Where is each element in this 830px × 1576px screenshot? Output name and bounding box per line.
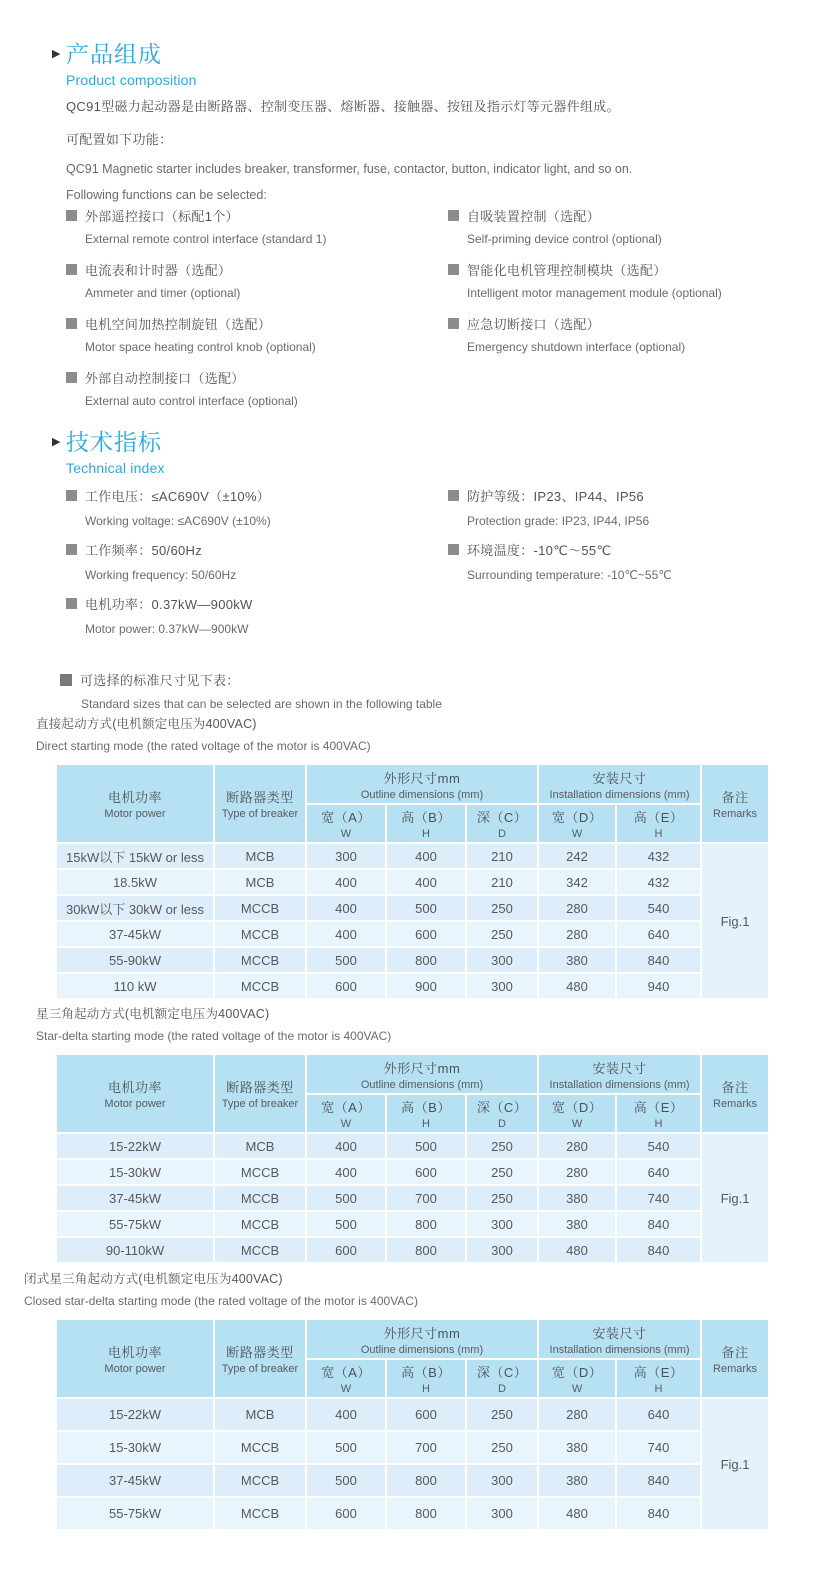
feature-en: Emergency shutdown interface (optional) [467, 340, 686, 354]
cell: 37-45kW [57, 1186, 213, 1210]
cell: MCCB [215, 1212, 305, 1236]
col-header-breaker-type: 断路器类型 Type of breaker [215, 765, 305, 842]
cell: 500 [387, 1134, 465, 1158]
cell: MCB [215, 870, 305, 894]
col-header-height-e: 高（E） H [617, 1095, 700, 1132]
cell: MCCB [215, 1498, 305, 1529]
cell: 480 [539, 1498, 615, 1529]
col-header-width-d: 宽（D） W [539, 805, 615, 842]
cell: 500 [307, 1212, 385, 1236]
square-bullet-icon [448, 318, 459, 329]
section-title-zh: 产品组成 [66, 41, 162, 67]
col-header-width-d: 宽（D） W [539, 1360, 615, 1397]
table-row [57, 922, 768, 946]
spec-zh: 环境温度：-10℃～55℃ [467, 543, 612, 558]
square-bullet-icon [66, 372, 77, 383]
cell: 900 [387, 974, 465, 998]
cell: 250 [467, 1160, 537, 1184]
square-bullet-icon [448, 264, 459, 275]
cell: MCB [215, 844, 305, 868]
cell: 840 [617, 948, 700, 972]
dimension-table [55, 1053, 770, 1264]
cell: 18.5kW [57, 870, 213, 894]
cell: 740 [617, 1186, 700, 1210]
table-body [57, 1134, 768, 1262]
table-title-en: Direct starting mode (the rated voltage of the motor is 400VAC) [36, 739, 371, 753]
table-row [57, 844, 768, 868]
spec-item [66, 594, 448, 636]
feature-zh: 外部自动控制接口（选配） [85, 371, 245, 386]
feature-column-left [66, 206, 448, 422]
cell: 840 [617, 1238, 700, 1262]
table-row [57, 1238, 768, 1262]
intro-paragraph-en: QC91 Magnetic starter includes breaker, transformer, fuse, contactor, button, indicator light, and so on. [66, 162, 633, 176]
table-row [57, 1212, 768, 1236]
spec-zh: 工作电压：≤AC690V（±10%） [85, 489, 271, 504]
cell: 640 [617, 922, 700, 946]
spec-en: Protection grade: IP23, IP44, IP56 [467, 514, 650, 528]
spec-en: Motor power: 0.37kW—900kW [85, 622, 249, 636]
cell: 15-30kW [57, 1432, 213, 1463]
spec-en: Surrounding temperature: -10℃~55℃ [467, 568, 672, 582]
feature-item [66, 260, 448, 300]
cell: 480 [539, 1238, 615, 1262]
spec-zh: 工作频率：50/60Hz [85, 543, 203, 558]
col-header-width-d: 宽（D） W [539, 1095, 615, 1132]
feature-item [66, 368, 448, 408]
cell: 250 [467, 896, 537, 920]
cell: MCB [215, 1399, 305, 1430]
square-bullet-icon [448, 490, 459, 501]
technical-index-header [52, 429, 165, 477]
table-block-closed-star-delta [24, 1269, 770, 1531]
spec-zh: 电机功率：0.37kW—900kW [85, 597, 253, 612]
cell: 600 [387, 922, 465, 946]
table-header [57, 1320, 768, 1397]
table-row [57, 948, 768, 972]
col-header-motor-power: 电机功率 Motor power [57, 1055, 213, 1132]
cell: 37-45kW [57, 1465, 213, 1496]
cell: 600 [307, 1498, 385, 1529]
table-title-zh: 直接起动方式(电机额定电压为400VAC) [36, 717, 257, 731]
cell: MCCB [215, 1160, 305, 1184]
table-title-zh: 闭式星三角起动方式(电机额定电压为400VAC) [24, 1272, 283, 1286]
standard-size-note [60, 670, 442, 711]
intro-paragraph-zh: QC91型磁力起动器是由断路器、控制变压器、熔断器、接触器、按钮及指示灯等元器件组成。 [66, 99, 620, 114]
table-title-zh: 星三角起动方式(电机额定电压为400VAC) [36, 1007, 270, 1021]
select-paragraph-en: Following functions can be selected: [66, 188, 267, 202]
col-group-installation-dimensions: 安装尺寸 Installation dimensions (mm) [539, 1055, 700, 1093]
col-header-breaker-type: 断路器类型 Type of breaker [215, 1055, 305, 1132]
cell: 400 [307, 1134, 385, 1158]
cell: 800 [387, 1212, 465, 1236]
cell: 400 [307, 1160, 385, 1184]
cell: MCCB [215, 1465, 305, 1496]
cell: 55-75kW [57, 1212, 213, 1236]
square-bullet-icon [66, 598, 77, 609]
table-row [57, 896, 768, 920]
cell: 840 [617, 1465, 700, 1496]
note-zh: 可选择的标准尺寸见下表： [80, 673, 240, 688]
cell: 380 [539, 948, 615, 972]
cell: 250 [467, 1134, 537, 1158]
feature-en: Motor space heating control knob (optional) [85, 340, 316, 354]
col-header-height-b: 高（B） H [387, 805, 465, 842]
cell: 280 [539, 1160, 615, 1184]
col-header-width-a: 宽（A） W [307, 1360, 385, 1397]
cell: 500 [387, 896, 465, 920]
cell: 15-22kW [57, 1399, 213, 1430]
cell: 500 [307, 1186, 385, 1210]
cell: 250 [467, 922, 537, 946]
table-row [57, 1160, 768, 1184]
product-composition-header [52, 41, 197, 89]
square-bullet-icon [66, 544, 77, 555]
table-header [57, 1055, 768, 1132]
table-row [57, 1399, 768, 1430]
cell: 400 [387, 870, 465, 894]
spec-item [66, 486, 448, 528]
feature-zh: 电机空间加热控制旋钮（选配） [85, 317, 272, 332]
cell: 280 [539, 1134, 615, 1158]
table-body [57, 1399, 768, 1529]
feature-list [66, 206, 778, 422]
cell: 500 [307, 1465, 385, 1496]
table-row [57, 1498, 768, 1529]
col-header-remarks: 备注 Remarks [702, 1320, 768, 1397]
table-row [57, 1432, 768, 1463]
cell: 700 [387, 1186, 465, 1210]
table-header [57, 765, 768, 842]
col-header-height-e: 高（E） H [617, 1360, 700, 1397]
square-bullet-icon [448, 210, 459, 221]
table-title-en: Closed star-delta starting mode (the rated voltage of the motor is 400VAC) [24, 1294, 418, 1308]
square-bullet-icon [66, 490, 77, 501]
spec-column-left [66, 486, 448, 648]
cell: 210 [467, 844, 537, 868]
cell: 700 [387, 1432, 465, 1463]
cell: 110 kW [57, 974, 213, 998]
cell: 342 [539, 870, 615, 894]
cell: MCCB [215, 1432, 305, 1463]
cell: 800 [387, 1498, 465, 1529]
cell: 242 [539, 844, 615, 868]
cell: 480 [539, 974, 615, 998]
cell: 640 [617, 1399, 700, 1430]
section-title-en: Technical index [66, 460, 165, 477]
feature-item [448, 314, 778, 354]
col-header-height-e: 高（E） H [617, 805, 700, 842]
cell: 210 [467, 870, 537, 894]
col-header-depth-c: 深（C） D [467, 1360, 537, 1397]
cell: 800 [387, 948, 465, 972]
cell: 400 [387, 844, 465, 868]
dimension-table [55, 1318, 770, 1531]
cell: 55-90kW [57, 948, 213, 972]
cell: 300 [467, 1238, 537, 1262]
table-title-en: Star-delta starting mode (the rated voltage of the motor is 400VAC) [36, 1029, 392, 1043]
spec-en: Working voltage: ≤AC690V (±10%) [85, 514, 271, 528]
section-arrow-icon: ▶ [52, 436, 61, 448]
table-body [57, 844, 768, 998]
cell: 940 [617, 974, 700, 998]
cell: 380 [539, 1212, 615, 1236]
tech-spec-list [66, 486, 778, 648]
feature-en: External remote control interface (standard 1) [85, 232, 327, 246]
section-title-en: Product composition [66, 72, 197, 89]
cell: 740 [617, 1432, 700, 1463]
feature-item [66, 314, 448, 354]
col-group-installation-dimensions: 安装尺寸 Installation dimensions (mm) [539, 1320, 700, 1358]
col-header-motor-power: 电机功率 Motor power [57, 1320, 213, 1397]
cell: 600 [387, 1160, 465, 1184]
feature-zh: 自吸装置控制（选配） [467, 209, 601, 224]
spec-item [448, 486, 778, 528]
cell: 540 [617, 896, 700, 920]
feature-zh: 外部遥控接口（标配1个） [85, 209, 239, 224]
cell: 432 [617, 870, 700, 894]
spec-en: Working frequency: 50/60Hz [85, 568, 237, 582]
cell: 15kW以下 15kW or less [57, 844, 213, 868]
col-header-breaker-type: 断路器类型 Type of breaker [215, 1320, 305, 1397]
cell: MCCB [215, 1238, 305, 1262]
feature-item [66, 206, 448, 246]
col-header-height-b: 高（B） H [387, 1095, 465, 1132]
feature-column-right [448, 206, 778, 422]
cell: 15-30kW [57, 1160, 213, 1184]
cell: 300 [467, 1465, 537, 1496]
col-header-height-b: 高（B） H [387, 1360, 465, 1397]
cell: 600 [387, 1399, 465, 1430]
cell: 500 [307, 948, 385, 972]
feature-zh: 应急切断接口（选配） [467, 317, 601, 332]
cell: 300 [467, 948, 537, 972]
cell: 55-75kW [57, 1498, 213, 1529]
section-title-zh: 技术指标 [66, 429, 162, 455]
col-header-remarks: 备注 Remarks [702, 765, 768, 842]
table-row [57, 1186, 768, 1210]
cell: 300 [467, 1498, 537, 1529]
cell: 30kW以下 30kW or less [57, 896, 213, 920]
cell: 300 [467, 974, 537, 998]
cell: 250 [467, 1432, 537, 1463]
table-row [57, 1465, 768, 1496]
feature-en: Ammeter and timer (optional) [85, 286, 241, 300]
cell: 800 [387, 1465, 465, 1496]
cell: 37-45kW [57, 922, 213, 946]
cell: 90-110kW [57, 1238, 213, 1262]
cell: 400 [307, 896, 385, 920]
feature-zh: 电流表和计时器（选配） [85, 263, 232, 278]
col-header-depth-c: 深（C） D [467, 1095, 537, 1132]
col-header-depth-c: 深（C） D [467, 805, 537, 842]
spec-zh: 防护等级：IP23、IP44、IP56 [467, 489, 644, 504]
cell: 380 [539, 1432, 615, 1463]
cell: MCCB [215, 948, 305, 972]
feature-en: Intelligent motor management module (optional) [467, 286, 722, 300]
cell: 380 [539, 1465, 615, 1496]
feature-en: External auto control interface (optional) [85, 394, 298, 408]
cell: 640 [617, 1160, 700, 1184]
cell: 250 [467, 1186, 537, 1210]
table-row [57, 974, 768, 998]
product-intro [66, 96, 778, 214]
cell: 300 [307, 844, 385, 868]
feature-item [448, 206, 778, 246]
feature-en: Self-priming device control (optional) [467, 232, 662, 246]
cell: 300 [467, 1212, 537, 1236]
spec-item [66, 540, 448, 582]
cell: 540 [617, 1134, 700, 1158]
spec-item [448, 540, 778, 582]
cell: 600 [307, 974, 385, 998]
cell: MCCB [215, 974, 305, 998]
cell: 400 [307, 870, 385, 894]
cell: MCCB [215, 1186, 305, 1210]
square-bullet-icon [448, 544, 459, 555]
remark-cell: Fig.1 [702, 844, 768, 998]
dimension-table [55, 763, 770, 1000]
col-group-outline-dimensions: 外形尺寸mm Outline dimensions (mm) [307, 1320, 537, 1358]
square-bullet-icon [66, 264, 77, 275]
col-group-outline-dimensions: 外形尺寸mm Outline dimensions (mm) [307, 1055, 537, 1093]
spec-column-right [448, 486, 778, 648]
cell: 380 [539, 1186, 615, 1210]
cell: 432 [617, 844, 700, 868]
table-block-direct-starting [36, 714, 770, 1000]
square-bullet-icon [66, 318, 77, 329]
cell: MCCB [215, 896, 305, 920]
col-header-remarks: 备注 Remarks [702, 1055, 768, 1132]
note-en: Standard sizes that can be selected are shown in the following table [81, 697, 442, 711]
table-row [57, 870, 768, 894]
cell: 800 [387, 1238, 465, 1262]
table-block-star-delta [36, 1004, 770, 1264]
col-group-installation-dimensions: 安装尺寸 Installation dimensions (mm) [539, 765, 700, 803]
cell: 500 [307, 1432, 385, 1463]
cell: 840 [617, 1498, 700, 1529]
cell: 400 [307, 922, 385, 946]
table-row [57, 1134, 768, 1158]
col-header-width-a: 宽（A） W [307, 1095, 385, 1132]
cell: 15-22kW [57, 1134, 213, 1158]
cell: MCCB [215, 922, 305, 946]
cell: 250 [467, 1399, 537, 1430]
cell: MCB [215, 1134, 305, 1158]
cell: 400 [307, 1399, 385, 1430]
feature-zh: 智能化电机管理控制模块（选配） [467, 263, 667, 278]
section-arrow-icon: ▶ [52, 48, 61, 60]
config-paragraph-zh: 可配置如下功能： [66, 132, 173, 147]
square-bullet-icon [60, 674, 72, 686]
feature-item [448, 260, 778, 300]
col-header-motor-power: 电机功率 Motor power [57, 765, 213, 842]
square-bullet-icon [66, 210, 77, 221]
col-header-width-a: 宽（A） W [307, 805, 385, 842]
cell: 280 [539, 896, 615, 920]
remark-cell: Fig.1 [702, 1134, 768, 1262]
cell: 600 [307, 1238, 385, 1262]
remark-cell: Fig.1 [702, 1399, 768, 1529]
col-group-outline-dimensions: 外形尺寸mm Outline dimensions (mm) [307, 765, 537, 803]
cell: 280 [539, 1399, 615, 1430]
cell: 280 [539, 922, 615, 946]
cell: 840 [617, 1212, 700, 1236]
